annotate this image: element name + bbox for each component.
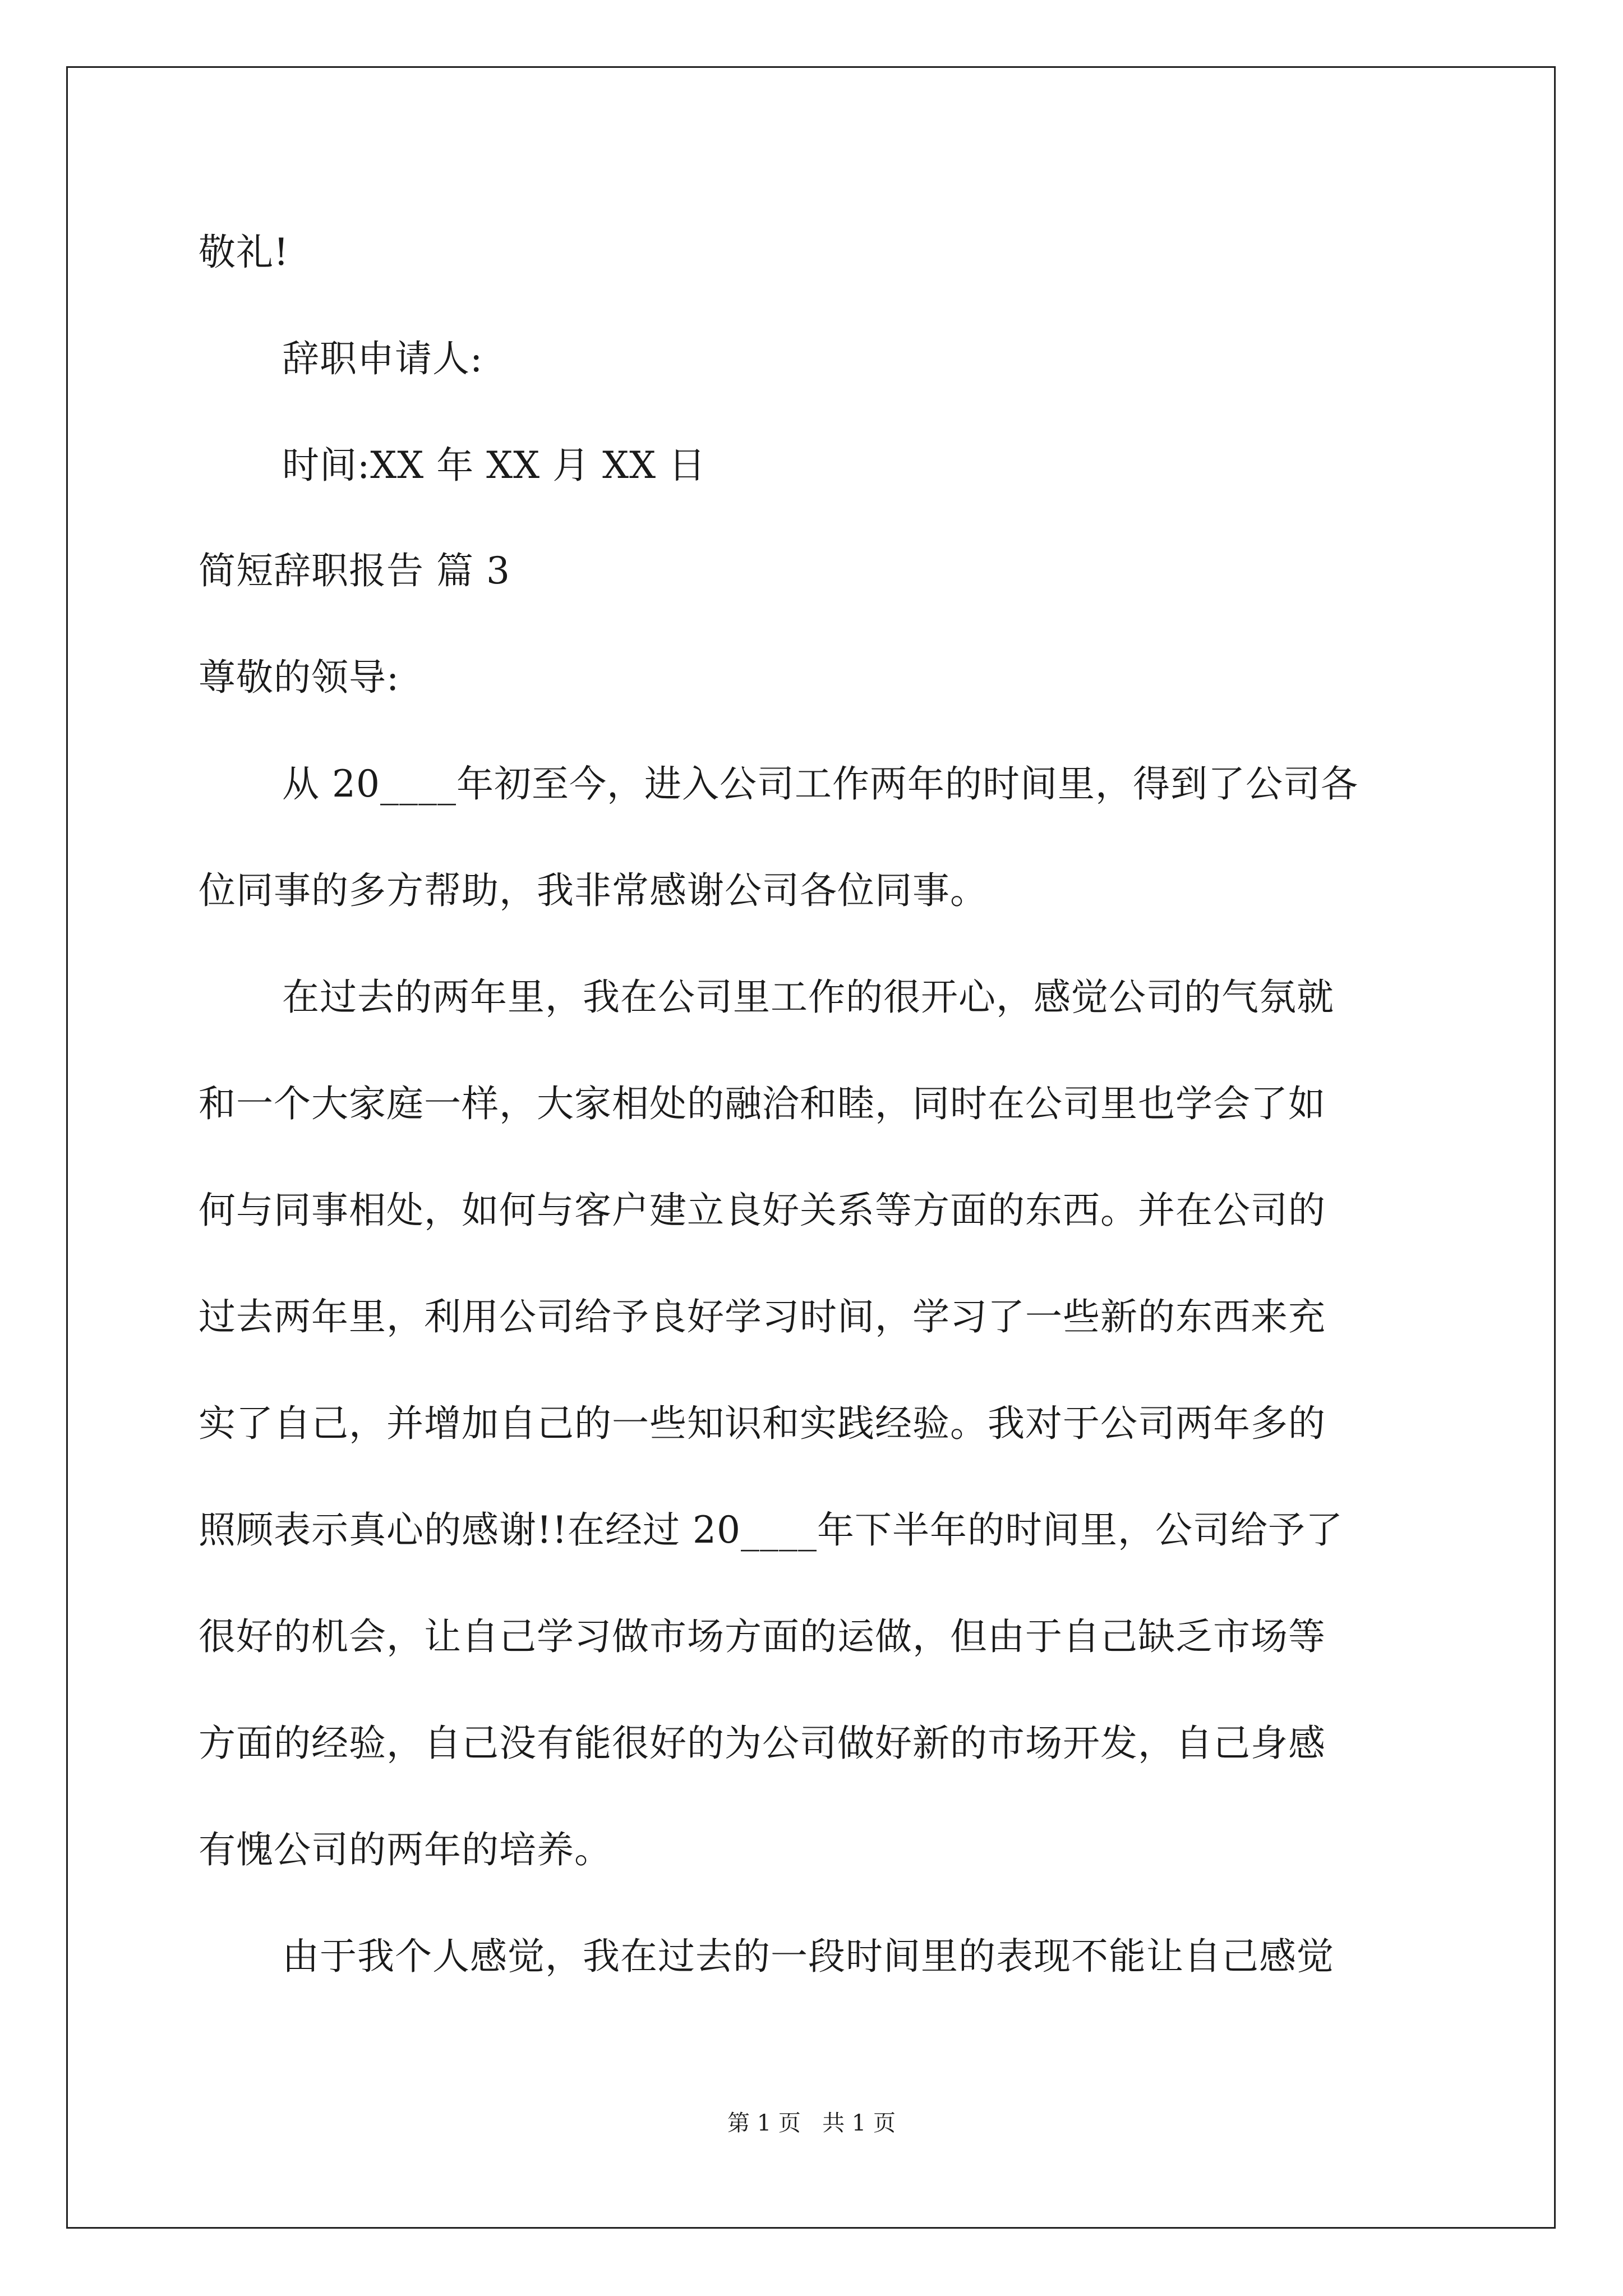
date-line: 时间:XX 年 XX 月 XX 日 <box>282 444 707 487</box>
body-line: 何与同事相处，如何与客户建立良好关系等方面的东西。并在公司的 <box>199 1189 1326 1232</box>
body-line: 方面的经验，自己没有能很好的为公司做好新的市场开发，自己身感 <box>199 1722 1326 1765</box>
applicant-label: 辞职申请人: <box>282 337 483 380</box>
closing-text: 敬礼! <box>199 231 289 274</box>
body-line: 和一个大家庭一样，大家相处的融洽和睦，同时在公司里也学会了如 <box>199 1082 1326 1125</box>
page-number-footer: 第 1 页 共 1 页 <box>727 2110 896 2136</box>
body-line: 很好的机会，让自己学习做市场方面的运做，但由于自己缺乏市场等 <box>199 1615 1326 1658</box>
body-line: 过去两年里，利用公司给予良好学习时间，学习了一些新的东西来充 <box>199 1295 1326 1338</box>
body-line: 由于我个人感觉，我在过去的一段时间里的表现不能让自己感觉 <box>282 1935 1334 1978</box>
body-line: 位同事的多方帮助，我非常感谢公司各位同事。 <box>199 869 988 912</box>
body-line: 从 20____年初至今，进入公司工作两年的时间里，得到了公司各 <box>282 762 1358 806</box>
salutation: 尊敬的领导: <box>199 656 400 699</box>
body-line: 在过去的两年里，我在公司里工作的很开心，感觉公司的气氛就 <box>282 976 1334 1019</box>
body-line: 有愧公司的两年的培养。 <box>199 1828 612 1871</box>
body-line: 实了自己，并增加自己的一些知识和实践经验。我对于公司两年多的 <box>199 1402 1326 1445</box>
body-line: 照顾表示真心的感谢!!在经过 20____年下半年的时间里，公司给予了 <box>199 1508 1344 1552</box>
page-border <box>66 66 1556 2229</box>
section-title: 简短辞职报告 篇 3 <box>199 549 510 592</box>
